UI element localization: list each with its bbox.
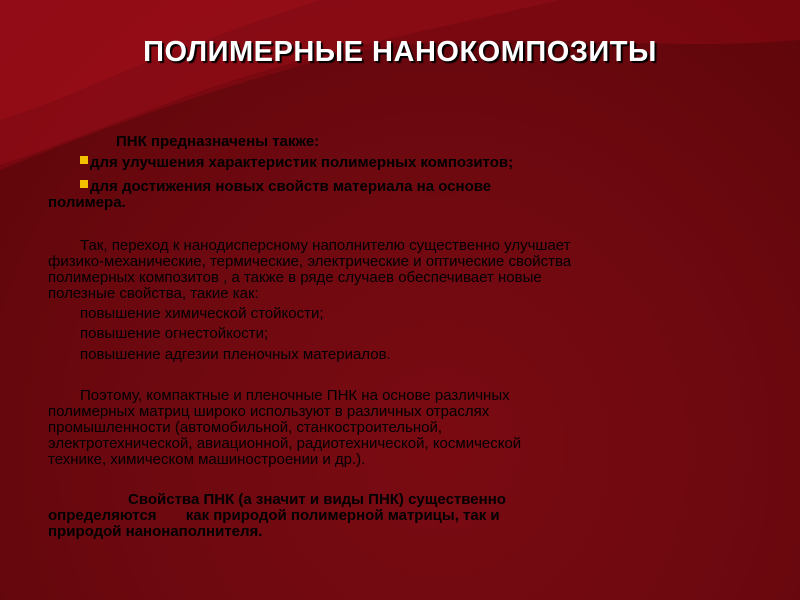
paragraph-2-line: промышленности (автомобильной, станкостроительной, <box>48 419 443 436</box>
bullet-marker <box>80 180 88 188</box>
conclusion-line: определяются как природой полимерной матрицы, так и <box>48 507 500 524</box>
property-item: повышение огнестойкости; <box>80 325 269 342</box>
paragraph-2-line: электротехнической, авиационной, радиотехнической, космической <box>48 435 522 452</box>
intro-line: ПНК предназначены также: <box>116 133 320 150</box>
paragraph-1-line: полезные свойства, такие как: <box>48 285 259 302</box>
slide-title: ПОЛИМЕРНЫЕ НАНОКОМПОЗИТЫ <box>143 36 657 68</box>
paragraph-2-line: полимерных матриц широко используют в различных отраслях <box>48 403 490 420</box>
property-item: повышение адгезии пленочных материалов. <box>80 346 391 363</box>
paragraph-2-line: Поэтому, компактные и пленочные ПНК на основе различных <box>80 387 510 404</box>
paragraph-1-line: полимерных композитов , а также в ряде случаев обеспечивает новые <box>48 269 542 286</box>
paragraph-1-line: Так, переход к нанодисперсному наполнителю существенно улучшает <box>80 237 571 254</box>
paragraph-2-line: технике, химическом машиностроении и др.). <box>48 451 366 468</box>
conclusion-line: природой нанонаполнителя. <box>48 523 263 540</box>
property-item: повышение химической стойкости; <box>80 305 324 322</box>
bullet-1: для улучшения характеристик полимерных композитов; <box>90 154 514 171</box>
bullet-2-line-1: для достижения новых свойств материала на основе <box>90 178 492 195</box>
bullet-marker <box>80 156 88 164</box>
paragraph-1-line: физико-механические, термические, электрические и оптические свойства <box>48 253 572 270</box>
conclusion-line: Свойства ПНК (а значит и виды ПНК) существенно <box>128 491 506 508</box>
bullet-2-line-2: полимера. <box>48 194 126 211</box>
